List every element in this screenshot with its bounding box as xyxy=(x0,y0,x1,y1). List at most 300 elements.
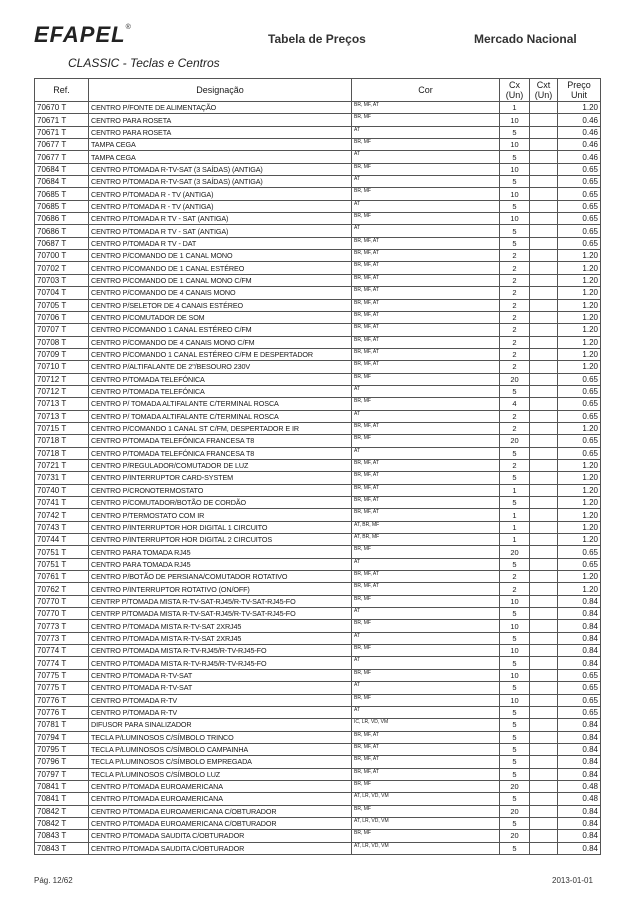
cell-cxt xyxy=(530,373,558,385)
cell-preco: 0.46 xyxy=(558,126,601,138)
cell-cor: BR, MF xyxy=(352,694,500,706)
cell-designacao: CENTRO P/BOTÃO DE PERSIANA/COMUTADOR ROTATIVO xyxy=(89,571,352,583)
cell-ref: 70708 T xyxy=(35,336,89,348)
cell-cor: AT xyxy=(352,126,500,138)
document-title: Tabela de Preços xyxy=(268,32,366,46)
table-row xyxy=(35,731,601,743)
cell-cx: 5 xyxy=(500,447,530,459)
cell-designacao: TECLA P/LUMINOSOS C/SÍMBOLO TRINCO xyxy=(89,731,352,743)
cell-cor: BR, MF, AT xyxy=(352,287,500,299)
cell-designacao: CENTRO P/TOMADA R-TV-SAT (3 SAÍDAS) (ANTIGA) xyxy=(89,163,352,175)
cell-cor: IC, LR, VD, VM xyxy=(352,719,500,731)
cell-ref: 70712 T xyxy=(35,373,89,385)
cell-ref: 70677 T xyxy=(35,139,89,151)
cell-cor: AT xyxy=(352,706,500,718)
cell-preco: 0.65 xyxy=(558,213,601,225)
cell-preco: 0.65 xyxy=(558,225,601,237)
cell-cx: 1 xyxy=(500,102,530,114)
cell-ref: 70684 T xyxy=(35,176,89,188)
table-row xyxy=(35,225,601,237)
cell-cx: 5 xyxy=(500,558,530,570)
cell-designacao: CENTRO P/COMUTADOR DE SOM xyxy=(89,311,352,323)
cell-preco: 0.84 xyxy=(558,719,601,731)
cell-designacao: CENTRO P/TOMADA MISTA R-TV-RJ45/R-TV-RJ45-FO xyxy=(89,657,352,669)
cell-ref: 70721 T xyxy=(35,459,89,471)
cell-cxt xyxy=(530,645,558,657)
cell-preco: 1.20 xyxy=(558,102,601,114)
registered-mark: ® xyxy=(125,24,132,31)
table-row xyxy=(35,102,601,114)
cell-cxt xyxy=(530,102,558,114)
cell-cxt xyxy=(530,768,558,780)
table-row xyxy=(35,348,601,360)
cell-cx: 5 xyxy=(500,756,530,768)
cell-cxt xyxy=(530,472,558,484)
cell-designacao: CENTRO P/ TOMADA ALTIFALANTE C/TERMINAL ROSCA xyxy=(89,398,352,410)
cell-cor: AT xyxy=(352,608,500,620)
cell-cxt xyxy=(530,213,558,225)
cell-ref: 70775 T xyxy=(35,682,89,694)
cell-preco: 0.84 xyxy=(558,731,601,743)
cell-cor: BR, MF, AT xyxy=(352,472,500,484)
cell-ref: 70702 T xyxy=(35,262,89,274)
cell-preco: 0.84 xyxy=(558,817,601,829)
cell-preco: 0.84 xyxy=(558,768,601,780)
cell-cxt xyxy=(530,299,558,311)
price-table xyxy=(34,78,601,855)
table-row xyxy=(35,324,601,336)
table-row xyxy=(35,176,601,188)
cell-designacao: CENTRO P/TOMADA TELEFÓNICA xyxy=(89,385,352,397)
cell-preco: 1.20 xyxy=(558,497,601,509)
cell-cx: 5 xyxy=(500,731,530,743)
cell-ref: 70715 T xyxy=(35,422,89,434)
cell-preco: 0.46 xyxy=(558,151,601,163)
cell-preco: 1.20 xyxy=(558,484,601,496)
cell-ref: 70707 T xyxy=(35,324,89,336)
cell-preco: 1.20 xyxy=(558,534,601,546)
cell-cx: 2 xyxy=(500,250,530,262)
cell-cxt xyxy=(530,669,558,681)
cell-ref: 70677 T xyxy=(35,151,89,163)
cell-ref: 70841 T xyxy=(35,793,89,805)
cell-ref: 70770 T xyxy=(35,595,89,607)
cell-cxt xyxy=(530,139,558,151)
cell-cx: 10 xyxy=(500,620,530,632)
table-row xyxy=(35,632,601,644)
cell-designacao: CENTRO P/TOMADA R-TV xyxy=(89,694,352,706)
cell-cxt xyxy=(530,422,558,434)
cell-cx: 1 xyxy=(500,484,530,496)
cell-designacao: CENTRO P/TOMADA EUROAMERICANA C/OBTURADOR xyxy=(89,817,352,829)
cell-cx: 2 xyxy=(500,459,530,471)
cell-cxt xyxy=(530,287,558,299)
table-row xyxy=(35,373,601,385)
cell-cor: BR, MF xyxy=(352,595,500,607)
table-row xyxy=(35,311,601,323)
cell-cx: 20 xyxy=(500,546,530,558)
cell-preco: 0.84 xyxy=(558,743,601,755)
cell-ref: 70705 T xyxy=(35,299,89,311)
cell-ref: 70710 T xyxy=(35,361,89,373)
col-header-cxt-line1: Cxt xyxy=(536,80,551,90)
table-row xyxy=(35,200,601,212)
cell-preco: 1.20 xyxy=(558,521,601,533)
cell-cx: 5 xyxy=(500,472,530,484)
cell-cor: BR, MF xyxy=(352,213,500,225)
cell-ref: 70773 T xyxy=(35,620,89,632)
col-header-cx xyxy=(500,79,530,102)
cell-cor: BR, MF, AT xyxy=(352,756,500,768)
cell-preco: 0.65 xyxy=(558,410,601,422)
cell-cxt xyxy=(530,250,558,262)
cell-ref: 70762 T xyxy=(35,583,89,595)
cell-ref: 70773 T xyxy=(35,632,89,644)
cell-ref: 70713 T xyxy=(35,410,89,422)
cell-cor: BR, MF, AT xyxy=(352,583,500,595)
table-row xyxy=(35,472,601,484)
cell-ref: 70687 T xyxy=(35,237,89,249)
cell-cxt xyxy=(530,410,558,422)
cell-preco: 1.20 xyxy=(558,299,601,311)
cell-cx: 5 xyxy=(500,237,530,249)
cell-preco: 0.84 xyxy=(558,645,601,657)
cell-cxt xyxy=(530,151,558,163)
cell-designacao: CENTRO P/TOMADA R-TV xyxy=(89,706,352,718)
col-header-designacao: Designação xyxy=(89,79,352,102)
cell-cxt xyxy=(530,311,558,323)
cell-ref: 70751 T xyxy=(35,558,89,570)
cell-ref: 70685 T xyxy=(35,188,89,200)
table-row xyxy=(35,534,601,546)
table-row xyxy=(35,497,601,509)
cell-cor: BR, MF xyxy=(352,546,500,558)
cell-designacao: CENTRO P/INTERRUPTOR HOR DIGITAL 1 CIRCUITO xyxy=(89,521,352,533)
cell-designacao: CENTRO PARA ROSETA xyxy=(89,126,352,138)
cell-cx: 2 xyxy=(500,410,530,422)
cell-ref: 70741 T xyxy=(35,497,89,509)
cell-cor: BR, MF xyxy=(352,830,500,842)
cell-preco: 1.20 xyxy=(558,262,601,274)
cell-ref: 70795 T xyxy=(35,743,89,755)
cell-preco: 1.20 xyxy=(558,287,601,299)
cell-cor: BR, MF xyxy=(352,645,500,657)
cell-ref: 70776 T xyxy=(35,694,89,706)
table-row xyxy=(35,213,601,225)
cell-preco: 0.65 xyxy=(558,385,601,397)
cell-ref: 70718 T xyxy=(35,447,89,459)
cell-ref: 70774 T xyxy=(35,657,89,669)
cell-cx: 5 xyxy=(500,768,530,780)
cell-cxt xyxy=(530,385,558,397)
cell-ref: 70686 T xyxy=(35,213,89,225)
cell-ref: 70774 T xyxy=(35,645,89,657)
cell-designacao: TECLA P/LUMINOSOS C/SÍMBOLO EMPREGADA xyxy=(89,756,352,768)
cell-designacao: CENTRO P/TOMADA TELEFÓNICA FRANCESA T8 xyxy=(89,447,352,459)
cell-cor: AT xyxy=(352,225,500,237)
cell-designacao: CENTRP P/TOMADA MISTA R-TV-SAT-RJ45/R-TV-SAT-RJ45-FO xyxy=(89,608,352,620)
cell-cxt xyxy=(530,398,558,410)
cell-cx: 5 xyxy=(500,793,530,805)
cell-cxt xyxy=(530,435,558,447)
cell-ref: 70706 T xyxy=(35,311,89,323)
cell-cxt xyxy=(530,842,558,854)
table-row xyxy=(35,583,601,595)
cell-designacao: CENTRO P/TOMADA R-TV-SAT (3 SAÍDAS) (ANTIGA) xyxy=(89,176,352,188)
cell-preco: 0.84 xyxy=(558,608,601,620)
cell-cxt xyxy=(530,780,558,792)
cell-cx: 5 xyxy=(500,176,530,188)
cell-cxt xyxy=(530,830,558,842)
cell-ref: 70770 T xyxy=(35,608,89,620)
cell-designacao: CENTRO P/INTERRUPTOR CARD-SYSTEM xyxy=(89,472,352,484)
cell-cx: 2 xyxy=(500,422,530,434)
cell-preco: 1.20 xyxy=(558,336,601,348)
cell-preco: 0.46 xyxy=(558,139,601,151)
cell-cxt xyxy=(530,805,558,817)
table-row xyxy=(35,139,601,151)
cell-cor: AT xyxy=(352,200,500,212)
cell-ref: 70731 T xyxy=(35,472,89,484)
cell-cx: 10 xyxy=(500,595,530,607)
table-row xyxy=(35,151,601,163)
cell-designacao: CENTRO P/TOMADA R - TV (ANTIGA) xyxy=(89,200,352,212)
cell-designacao: CENTRO P/TOMADA EUROAMERICANA C/OBTURADOR xyxy=(89,805,352,817)
cell-cx: 2 xyxy=(500,287,530,299)
cell-cor: AT, LR, VD, VM xyxy=(352,842,500,854)
table-row xyxy=(35,237,601,249)
cell-cxt xyxy=(530,237,558,249)
cell-ref: 70776 T xyxy=(35,706,89,718)
cell-ref: 70670 T xyxy=(35,102,89,114)
table-row xyxy=(35,842,601,854)
cell-cor: BR, MF xyxy=(352,435,500,447)
cell-cx: 5 xyxy=(500,743,530,755)
cell-cor: BR, MF xyxy=(352,398,500,410)
cell-cx: 20 xyxy=(500,830,530,842)
cell-cx: 2 xyxy=(500,311,530,323)
table-row xyxy=(35,817,601,829)
cell-cxt xyxy=(530,225,558,237)
col-header-preco-line2: Unit xyxy=(570,90,587,100)
cell-designacao: CENTRO PARA TOMADA RJ45 xyxy=(89,558,352,570)
cell-preco: 0.65 xyxy=(558,373,601,385)
cell-ref: 70685 T xyxy=(35,200,89,212)
table-row xyxy=(35,361,601,373)
col-header-cx-line1: Cx xyxy=(509,80,520,90)
col-header-preco-line1: Preço xyxy=(567,80,591,90)
cell-preco: 0.84 xyxy=(558,842,601,854)
table-row xyxy=(35,719,601,731)
cell-preco: 1.20 xyxy=(558,274,601,286)
cell-cxt xyxy=(530,719,558,731)
cell-designacao: CENTRO P/TOMADA EUROAMERICANA xyxy=(89,793,352,805)
table-body xyxy=(35,102,601,855)
cell-designacao: CENTRO P/COMANDO DE 4 CANAIS MONO xyxy=(89,287,352,299)
cell-preco: 1.20 xyxy=(558,571,601,583)
cell-designacao: CENTRO P/TOMADA SAUDITA C/OBTURADOR xyxy=(89,830,352,842)
cell-cx: 2 xyxy=(500,324,530,336)
cell-preco: 1.20 xyxy=(558,422,601,434)
table-row xyxy=(35,274,601,286)
cell-cor: BR, MF xyxy=(352,373,500,385)
cell-cx: 2 xyxy=(500,361,530,373)
cell-cor: BR, MF xyxy=(352,805,500,817)
cell-designacao: CENTRO P/TOMADA R TV - SAT (ANTIGA) xyxy=(89,225,352,237)
cell-cxt xyxy=(530,793,558,805)
cell-designacao: CENTRO P/TOMADA R - TV (ANTIGA) xyxy=(89,188,352,200)
cell-cor: AT, LR, VD, VM xyxy=(352,817,500,829)
cell-cxt xyxy=(530,188,558,200)
table-row xyxy=(35,780,601,792)
cell-preco: 0.65 xyxy=(558,176,601,188)
cell-ref: 70797 T xyxy=(35,768,89,780)
cell-cxt xyxy=(530,126,558,138)
table-row xyxy=(35,126,601,138)
cell-preco: 0.84 xyxy=(558,595,601,607)
cell-cor: BR, MF, AT xyxy=(352,571,500,583)
table-row xyxy=(35,287,601,299)
efapel-logo xyxy=(34,22,132,48)
cell-cor: BR, MF, AT xyxy=(352,348,500,360)
table-row xyxy=(35,459,601,471)
cell-cx: 20 xyxy=(500,373,530,385)
cell-cor: BR, MF xyxy=(352,669,500,681)
cell-preco: 0.84 xyxy=(558,620,601,632)
cell-cxt xyxy=(530,694,558,706)
cell-cor: BR, MF, AT xyxy=(352,237,500,249)
cell-cxt xyxy=(530,756,558,768)
cell-preco: 0.84 xyxy=(558,830,601,842)
cell-cor: BR, MF xyxy=(352,620,500,632)
cell-cxt xyxy=(530,817,558,829)
cell-designacao: CENTRO P/TOMADA TELEFÓNICA xyxy=(89,373,352,385)
cell-cor: BR, MF xyxy=(352,114,500,126)
cell-designacao: CENTRO P/COMANDO 1 CANAL ST C/FM, DESPERTADOR E IR xyxy=(89,422,352,434)
table-row xyxy=(35,521,601,533)
cell-cxt xyxy=(530,583,558,595)
cell-cor: BR, MF, AT xyxy=(352,509,500,521)
table-row xyxy=(35,669,601,681)
table-row xyxy=(35,558,601,570)
cell-cxt xyxy=(530,509,558,521)
cell-cor: AT, LR, VD, VM xyxy=(352,793,500,805)
cell-designacao: CENTRO P/TOMADA MISTA R-TV-SAT 2XRJ45 xyxy=(89,632,352,644)
table-row xyxy=(35,595,601,607)
cell-cor: BR, MF xyxy=(352,780,500,792)
cell-cor: AT xyxy=(352,176,500,188)
table-row xyxy=(35,484,601,496)
cell-cx: 2 xyxy=(500,571,530,583)
cell-cx: 10 xyxy=(500,694,530,706)
cell-cx: 5 xyxy=(500,497,530,509)
cell-ref: 70704 T xyxy=(35,287,89,299)
cell-ref: 70740 T xyxy=(35,484,89,496)
cell-designacao: CENTRO P/INTERRUPTOR ROTATIVO (ON/OFF) xyxy=(89,583,352,595)
cell-cor: AT xyxy=(352,447,500,459)
table-row xyxy=(35,657,601,669)
cell-preco: 0.65 xyxy=(558,188,601,200)
cell-ref: 70671 T xyxy=(35,114,89,126)
cell-cor: BR, MF, AT xyxy=(352,311,500,323)
cell-cor: AT xyxy=(352,410,500,422)
cell-cor: BR, MF, AT xyxy=(352,324,500,336)
table-row xyxy=(35,830,601,842)
cell-designacao: CENTRO PARA TOMADA RJ45 xyxy=(89,546,352,558)
cell-cx: 20 xyxy=(500,780,530,792)
cell-cx: 5 xyxy=(500,632,530,644)
cell-ref: 70843 T xyxy=(35,842,89,854)
cell-preco: 1.20 xyxy=(558,348,601,360)
cell-cor: BR, MF, AT xyxy=(352,422,500,434)
cell-cxt xyxy=(530,743,558,755)
cell-cor: AT xyxy=(352,558,500,570)
cell-cor: BR, MF xyxy=(352,139,500,151)
cell-designacao: CENTRO P/FONTE DE ALIMENTAÇÃO xyxy=(89,102,352,114)
cell-cor: BR, MF, AT xyxy=(352,497,500,509)
cell-designacao: CENTRO P/ TOMADA ALTIFALANTE C/TERMINAL ROSCA xyxy=(89,410,352,422)
cell-ref: 70709 T xyxy=(35,348,89,360)
cell-cor: BR, MF, AT xyxy=(352,743,500,755)
cell-ref: 70713 T xyxy=(35,398,89,410)
cell-ref: 70761 T xyxy=(35,571,89,583)
cell-cx: 10 xyxy=(500,669,530,681)
cell-ref: 70842 T xyxy=(35,805,89,817)
table-row xyxy=(35,793,601,805)
cell-cx: 10 xyxy=(500,139,530,151)
cell-designacao: CENTRO P/TOMADA R-TV-SAT xyxy=(89,669,352,681)
cell-preco: 0.65 xyxy=(558,558,601,570)
cell-cx: 5 xyxy=(500,126,530,138)
cell-preco: 0.84 xyxy=(558,632,601,644)
table-row xyxy=(35,163,601,175)
table-row xyxy=(35,743,601,755)
table-row xyxy=(35,262,601,274)
table-row xyxy=(35,805,601,817)
cell-cx: 5 xyxy=(500,706,530,718)
cell-preco: 1.20 xyxy=(558,459,601,471)
cell-cxt xyxy=(530,459,558,471)
table-row xyxy=(35,509,601,521)
cell-designacao: CENTRO P/INTERRUPTOR HOR DIGITAL 2 CIRCUITOS xyxy=(89,534,352,546)
table-row xyxy=(35,682,601,694)
table-row xyxy=(35,422,601,434)
cell-cx: 10 xyxy=(500,163,530,175)
cell-cxt xyxy=(530,595,558,607)
cell-cx: 10 xyxy=(500,188,530,200)
cell-preco: 1.20 xyxy=(558,583,601,595)
cell-cxt xyxy=(530,558,558,570)
cell-cxt xyxy=(530,682,558,694)
cell-cx: 1 xyxy=(500,509,530,521)
cell-designacao: DIFUSOR PARA SINALIZADOR xyxy=(89,719,352,731)
cell-designacao: CENTRO P/COMANDO DE 4 CANAIS MONO C/FM xyxy=(89,336,352,348)
cell-ref: 70718 T xyxy=(35,435,89,447)
document-date: 2013-01-01 xyxy=(552,876,593,885)
table-row xyxy=(35,706,601,718)
table-row xyxy=(35,608,601,620)
cell-cxt xyxy=(530,348,558,360)
cell-cxt xyxy=(530,546,558,558)
cell-designacao: CENTRP P/TOMADA MISTA R-TV-SAT-RJ45/R-TV-SAT-RJ45-FO xyxy=(89,595,352,607)
cell-designacao: CENTRO P/TOMADA MISTA R-TV-SAT 2XRJ45 xyxy=(89,620,352,632)
cell-designacao: CENTRO P/TOMADA R TV - SAT (ANTIGA) xyxy=(89,213,352,225)
cell-preco: 0.65 xyxy=(558,398,601,410)
market-label: Mercado Nacional xyxy=(474,32,577,46)
cell-cxt xyxy=(530,632,558,644)
cell-preco: 0.65 xyxy=(558,546,601,558)
cell-ref: 70775 T xyxy=(35,669,89,681)
